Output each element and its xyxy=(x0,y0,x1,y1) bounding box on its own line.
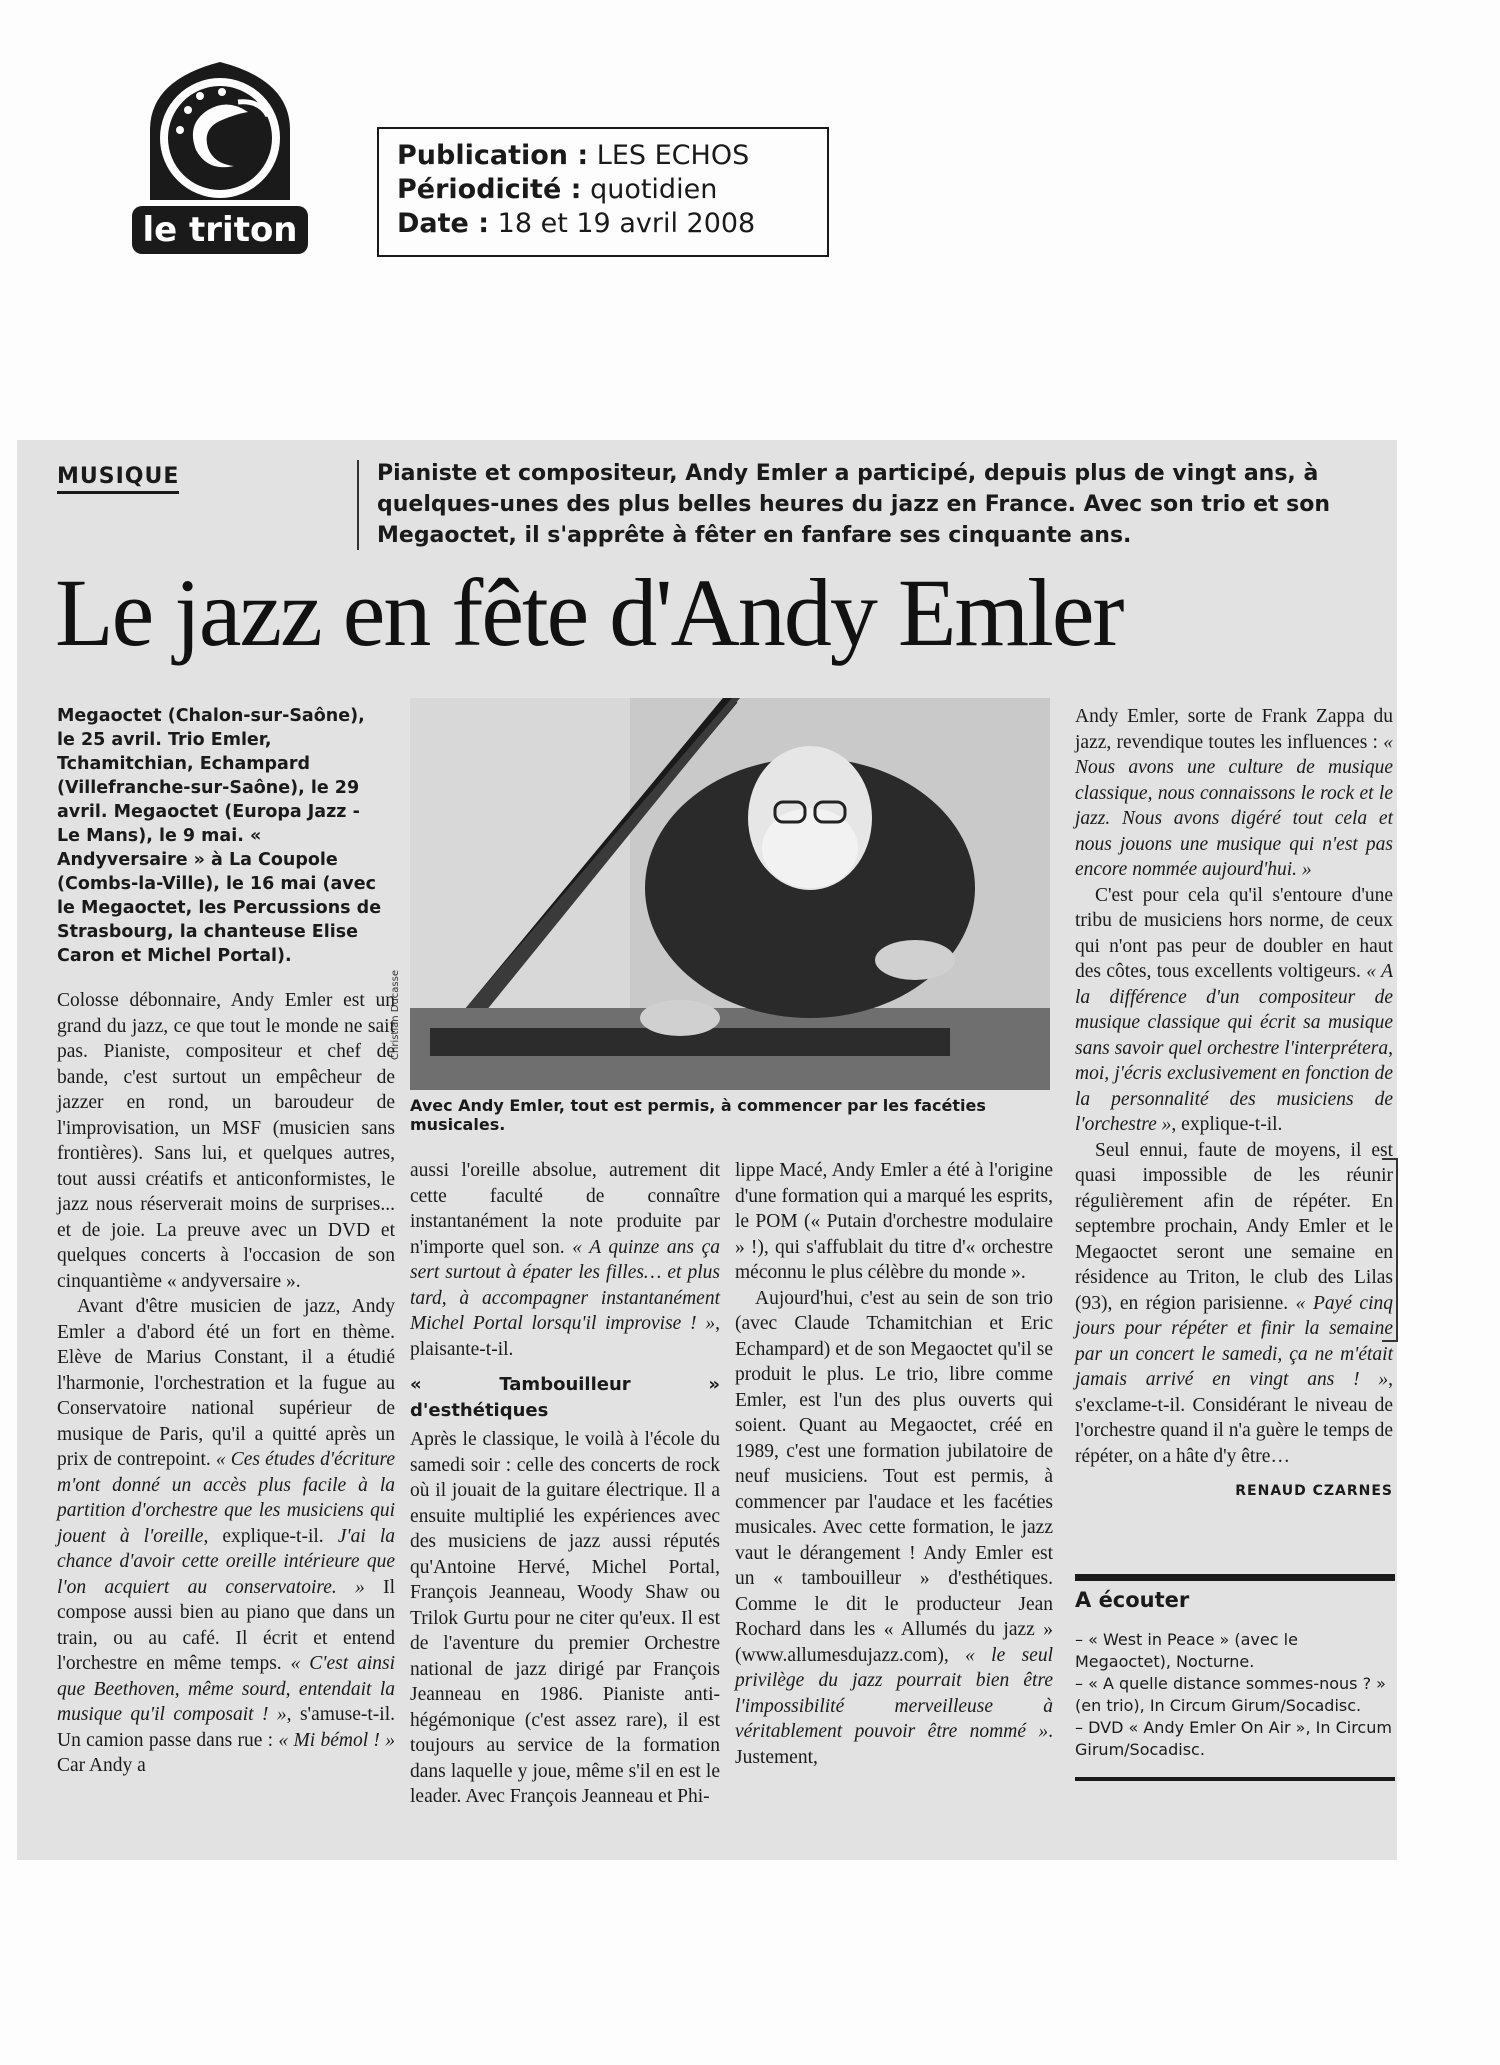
col2-quote: « A quinze ans ça sert surtout à épater les filles… et plus tard, à accompagner instantanément Michel Portal lorsqu'il improvise ! » xyxy=(410,1236,720,1334)
header-divider xyxy=(357,460,359,550)
article-photo xyxy=(410,698,1050,1090)
publication-label: Publication : xyxy=(397,140,589,171)
listen-item: – « West in Peace » (avec le Megaoctet), Nocturne. xyxy=(1075,1630,1298,1671)
margin-bracket xyxy=(1382,1158,1398,1342)
listen-top-bar xyxy=(1075,1574,1395,1581)
col3-text: Aujourd'hui, c'est au sein de son trio (avec Claude Tchamitchian et Eric Echampard) et de son Megaoctet qu'il se produit le plus. Le trio, libre comme Emler, est l'un des plus ouverts qui soient. Quant au Megaoctet, créé en 1989, c'est une formation jubilatoire de neuf musiciens. Tout est permis, à commencer par l'audace et les facéties musicales. Avec cette formation, le jazz vaut le dérangement ! Andy Emler est un « tambouilleur » d'esthétiques. Comme le dit le producteur Jean Rochard dans les « Allumés du jazz » (www.allumesdujazz.com), xyxy=(735,1287,1053,1666)
col2-paragraph-2: Après le classique, le voilà à l'école du samedi soir : celle des concerts de rock où il jouait de la guitare électrique. Il a ensuite multiplié les expériences avec des musiciens de jazz aussi réputés qu'Antoine Hervé, Michel Portal, François Jeanneau, Woody Shaw ou Trilok Gurtu pour ne citer qu'eux. Il est de l'aventure du premier Orchestre national de jazz dirigé par François Jeanneau en 1986. Pianiste anti-hégémonique (c'est assez rare), il est toujours au service de la formation dans laquelle y joue, même s'il en est le leader. Avec François Jeanneau et Phi- xyxy=(410,1429,720,1807)
listen-bottom-bar xyxy=(1075,1777,1395,1781)
col4-quote: « Payé cinq jours pour répéter et finir la semaine par un concert le samedi, ça ne m'était jamais arrivé en vingt ans ! » xyxy=(1075,1292,1394,1390)
article-column-4 xyxy=(1075,704,1393,1505)
col3-paragraph-2 xyxy=(735,1286,1053,1771)
col2-text: , plaisante-t-il. xyxy=(410,1313,720,1360)
col1-text: , s'amuse-t-il. Un camion passe dans rue : xyxy=(57,1704,395,1751)
col4-text: C'est pour cela qu'il s'entoure d'une tribu de musiciens hors norme, de ceux qui n'ont pas peur de doubler en haut des côtes, tous excellents voltigeurs. xyxy=(1075,884,1393,982)
col2-subheading: « Tambouilleur » d'esthétiques xyxy=(410,1374,720,1421)
col1-quote: J'ai la chance d'avoir cette oreille intérieure que l'on acquiert au conservatoire. » xyxy=(57,1525,395,1598)
col4-paragraph-1 xyxy=(1075,704,1393,883)
col1-text: Car Andy a xyxy=(57,1755,146,1776)
logo-wordmark: le triton xyxy=(132,206,308,254)
listen-title: A écouter xyxy=(1075,1588,1190,1612)
col1-text: Avant d'être musicien de jazz, Andy Emler a d'abord été un fort en thème. Elève de Marius Constant, il a étudié l'harmonie, l'orchestration et la fugue au Conservatoire national supérieur de musique de Paris, qu'il a quitté après un prix de contrepoint. xyxy=(57,1296,395,1470)
col4-text: Seul ennui, faute de moyens, il est quasi impossible de les réunir régulièrement afin de répéter. En septembre prochain, Andy Emler et le Megaoctet seront une semaine en résidence au Triton, le club des Lilas (93), en région parisienne. xyxy=(1075,1139,1393,1314)
col1-quote: « Ces études d'écriture m'ont donné un accès plus facile à la partition d'orchestre que les musiciens qui jouent à l'oreille xyxy=(57,1449,395,1547)
col1-quote: « C'est ainsi que Beethoven, même sourd, entendait la musique qu'il composait ! » xyxy=(57,1653,395,1725)
periodicite-value: quotidien xyxy=(590,174,718,205)
article-column-2 xyxy=(410,1158,720,1810)
newspaper-clipping xyxy=(17,440,1397,1860)
col1-text: Il compose aussi bien au piano que dans un train, ou au café. Il écrit et entend l'orchestre en même temps. xyxy=(57,1576,395,1674)
periodicite-line xyxy=(397,173,811,207)
date-value: 18 et 19 avril 2008 xyxy=(497,208,756,239)
publication-value: LES ECHOS xyxy=(596,140,750,171)
author-signature: RENAUD CZARNES xyxy=(1235,1483,1393,1499)
listen-item: – « A quelle distance sommes-nous ? » (en trio), In Circum Girum/Socadisc. xyxy=(1075,1674,1386,1715)
date-label: Date : xyxy=(397,208,490,239)
article-column-1 xyxy=(57,988,395,1779)
article-headline: Le jazz en fête d'Andy Emler xyxy=(55,559,1123,666)
col3-quote: « le seul privilège du jazz pourrait bien être l'impossibilité merveilleuse à véritablement pouvoir être nommé » xyxy=(735,1644,1054,1742)
col4-paragraph-3 xyxy=(1075,1138,1393,1470)
col1-text: , explique-t-il. xyxy=(203,1525,338,1547)
article-lede: Pianiste et compositeur, Andy Emler a participé, depuis plus de vingt ans, à quelques-unes des plus belles heures du jazz en France. Avec son trio et son Megaoctet, il s'apprête à fêter en fanfare ses cinquante ans. xyxy=(377,461,1331,548)
le-triton-logo xyxy=(110,50,330,260)
salamander-logo-icon xyxy=(110,50,330,210)
col1-paragraph-2 xyxy=(57,1294,395,1779)
col1-quote: « Mi bémol ! » xyxy=(278,1729,395,1751)
rubric-label: MUSIQUE xyxy=(57,464,179,494)
pianist-photo-illustration xyxy=(410,698,1050,1090)
col2-text: aussi l'oreille absolue, autrement dit cette faculté de connaître instantanément la note produite par n'importe quel son. xyxy=(410,1160,720,1258)
periodicite-label: Périodicité : xyxy=(397,174,582,205)
col3-text: . Justement, xyxy=(735,1721,1053,1768)
photo-caption: Avec Andy Emler, tout est permis, à commencer par les facéties musicales. xyxy=(410,1096,986,1134)
col4-quote: « A la différence d'un compositeur de musique classique qui écrit sa musique sans savoir quel orchestre l'interprétera, moi, j'écris exclusivement en fonction de la personnalité des musiciens de l'orchestre » xyxy=(1075,961,1393,1135)
col4-text: , explique-t-il. xyxy=(1171,1114,1283,1135)
col2-paragraph-1 xyxy=(410,1158,720,1362)
date-line xyxy=(397,207,811,241)
col4-quote: « Nous avons une culture de musique classique, nous connaissons le rock et le jazz. Nous avons digéré tout cela et nous jouons une musique qui n'est pas encore nommée aujourd'hui. » xyxy=(1075,731,1393,880)
listen-box xyxy=(1075,1574,1395,1781)
photo-credit: Christian Ducasse xyxy=(390,970,401,1060)
col4-text: Andy Emler, sorte de Frank Zappa du jazz, revendique toutes les influences : xyxy=(1075,706,1393,753)
publication-line xyxy=(397,139,811,173)
concert-dates: Megaoctet (Chalon-sur-Saône), le 25 avril. Trio Emler, Tchamitchian, Echampard (Villefranche-sur-Saône), le 29 avril. Megaoctet (Europa Jazz - Le Mans), le 9 mai. « Andyversaire » à La Coupole (Combs-la-Ville), le 16 mai (avec le Megaoctet, les Percussions de Strasbourg, la chanteuse Elise Caron et Michel Portal). xyxy=(57,706,382,966)
article-column-3 xyxy=(735,1158,1053,1770)
col4-paragraph-2 xyxy=(1075,883,1393,1138)
listen-item: – DVD « Andy Emler On Air », In Circum Girum/Socadisc. xyxy=(1075,1718,1392,1759)
col1-paragraph-1: Colosse débonnaire, Andy Emler est un grand du jazz, ce que tout le monde ne sait pas. Pianiste, compositeur et chef de bande, c'est surtout un empêcheur de jazzer en rond, un baroudeur de l'improvisation, un MSF (musicien sans frontières). Sans lui, et quelques autres, tout aussi créatifs et anticonformistes, le jazz nous réserverait moins de surprises... et de joie. La preuve avec un DVD et quelques concerts à l'occasion de son cinquantième « andyversaire ». xyxy=(57,990,395,1292)
col3-paragraph-1: lippe Macé, Andy Emler a été à l'origine d'une formation qui a marqué les esprits, le POM (« Putain d'orchestre modulaire » !), qui s'affublait du titre d'« orchestre méconnu le plus célèbre du monde ». xyxy=(735,1160,1053,1283)
col4-text: , s'exclame-t-il. Considérant le niveau de l'orchestre quand il n'a guère le temps de répéter, on a hâte d'y être… xyxy=(1075,1369,1393,1467)
publication-info-box xyxy=(377,127,829,257)
